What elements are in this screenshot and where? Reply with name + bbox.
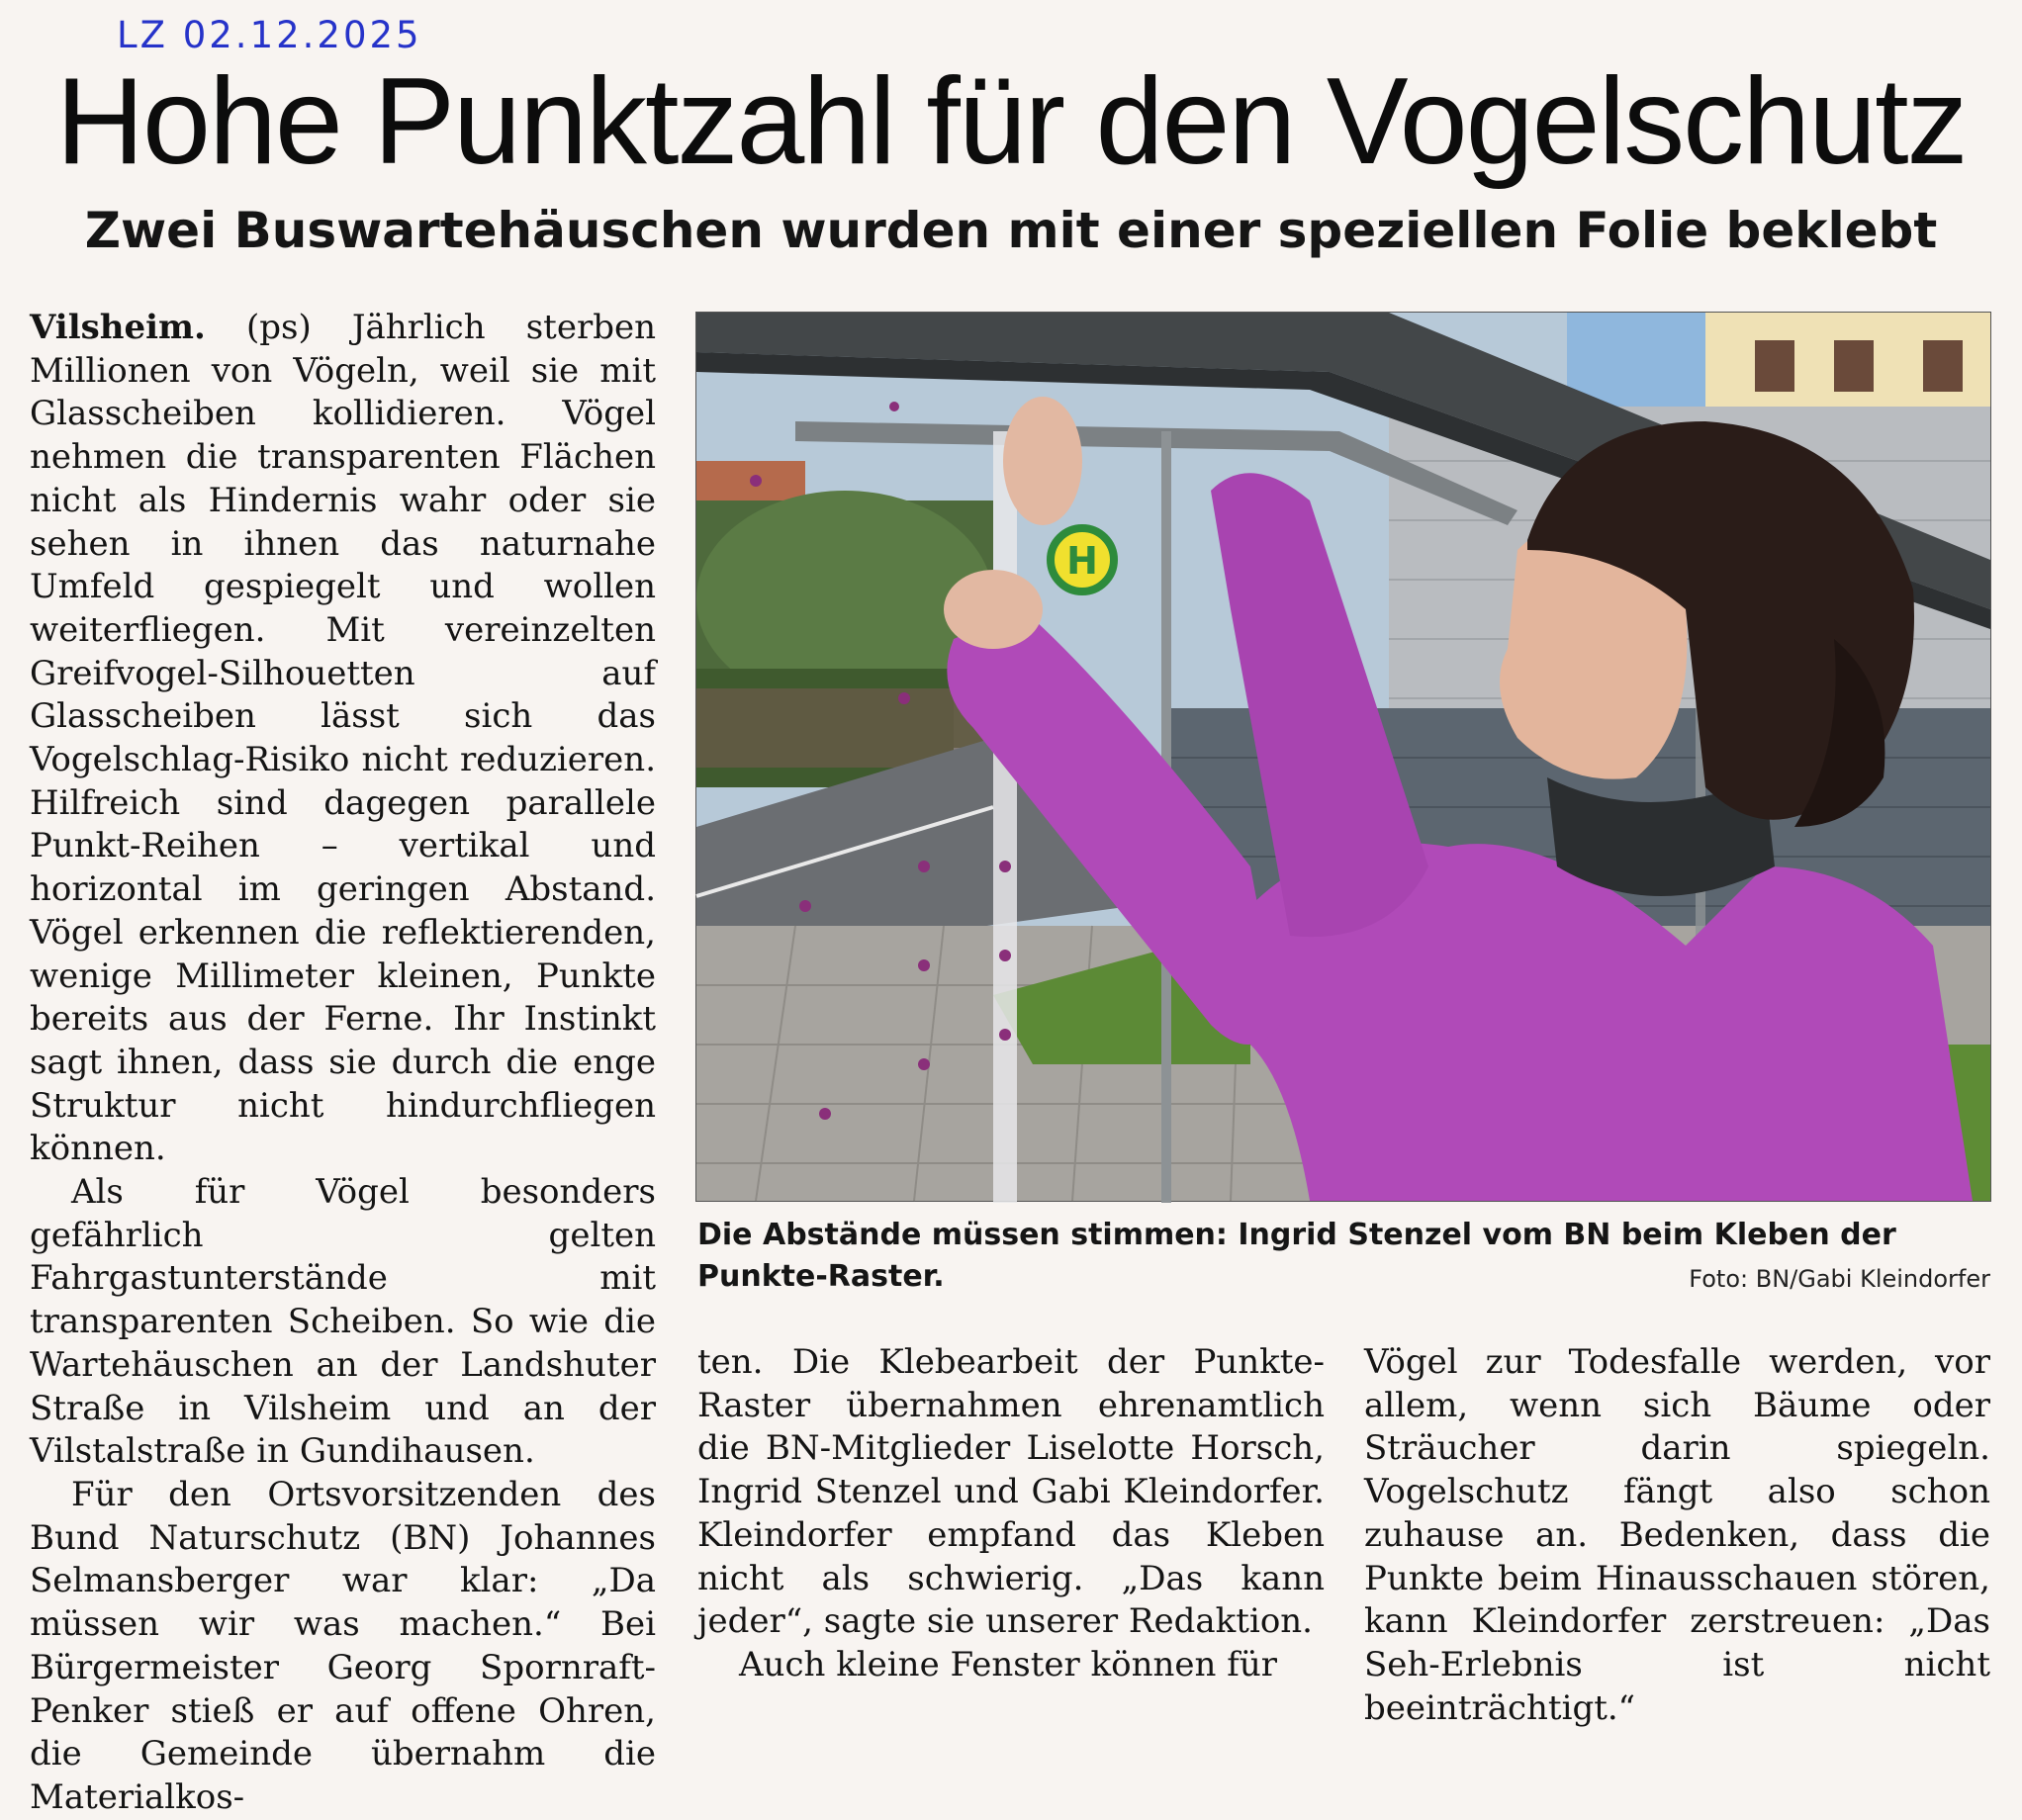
left-hand: [944, 570, 1043, 649]
paragraph-2: Als für Vögel besonders gefährlich gelten Fahrgastunterstände mit transparenten Scheiben. So wie die Wartehäuschen an der Landshuter Straße in Vilsheim und an der Vilstalstraße in Gundihausen.: [30, 1172, 656, 1472]
article-column-3: [1364, 1341, 1990, 1728]
paragraph-1: [30, 307, 656, 1171]
subheadline: Zwei Buswartehäuschen wurden mit einer speziellen Folie beklebt: [84, 202, 1938, 259]
headline: Hohe Punktzahl für den Vogelschutz: [55, 53, 1967, 190]
dateline: Vilsheim.: [30, 308, 206, 347]
paragraph-1-text: (ps) Jährlich sterben Millionen von Vögeln, weil sie mit Glasscheiben kollidieren. Vögel nehmen die transparenten Flächen nicht als Hindernis wahr oder sie sehen in ihnen das naturnahe Umfeld gespiegelt und wollen weiterfliegen. Mit vereinzelten Greifvogel-Silhouetten auf Glasscheiben lässt sich das Vogelschlag-Risiko nicht reduzieren. Hilfreich sind dagegen parallele Punkt-Reihen – vertikal und horizontal im geringen Abstand. Vögel erkennen die reflektierenden, wenige Millimeter kleinen, Punkte bereits aus der Ferne. Ihr Instinkt sagt ihnen, dass sie durch die enge Struktur nicht hindurchfliegen können.: [30, 308, 656, 1169]
paragraph-5: Auch kleine Fenster können für: [739, 1644, 1277, 1684]
dot-tape: [993, 431, 1017, 1203]
photo-caption: Die Abstände müssen stimmen: Ingrid Stenzel vom BN beim Kleben der Punkte-Raster.: [697, 1218, 1896, 1294]
date-stamp: LZ 02.12.2025: [117, 14, 422, 56]
right-hand: [1003, 397, 1082, 525]
article-photo: [695, 312, 1991, 1202]
bus-stop-letter: H: [1066, 539, 1098, 583]
paragraph-4: ten. Die Klebearbeit der Punkte-Raster übernahmen ehrenamtlich die BN-Mitglieder Liselotte Horsch, Ingrid Stenzel und Gabi Kleindorfer. Kleindorfer empfand das Kleben nicht als schwierig. „Das kann jeder“, sagte sie unserer Redaktion.: [697, 1342, 1325, 1642]
article-column-1: [30, 307, 656, 1817]
paragraph-3: Für den Ortsvorsitzenden des Bund Naturschutz (BN) Johannes Selmansberger war klar: „Da müssen wir was machen.“ Bei Bürgermeister Georg Spornraft-Penker stieß er auf offene Ohren, die Gemeinde übernahm die Materialkos-: [30, 1474, 656, 1817]
photo-credit: Foto: BN/Gabi Kleindorfer: [1689, 1265, 1990, 1293]
paragraph-6: Vögel zur Todesfalle werden, vor allem, wenn sich Bäume oder Sträucher darin spiegeln. Vogelschutz fängt also schon zuhause an. Bedenken, dass die Punkte beim Hinausschauen stören, kann Kleindorfer zerstreuen: „Das Seh-Erlebnis ist nicht beeinträchtigt.“: [1364, 1342, 1990, 1728]
article-column-2: [697, 1341, 1325, 1687]
